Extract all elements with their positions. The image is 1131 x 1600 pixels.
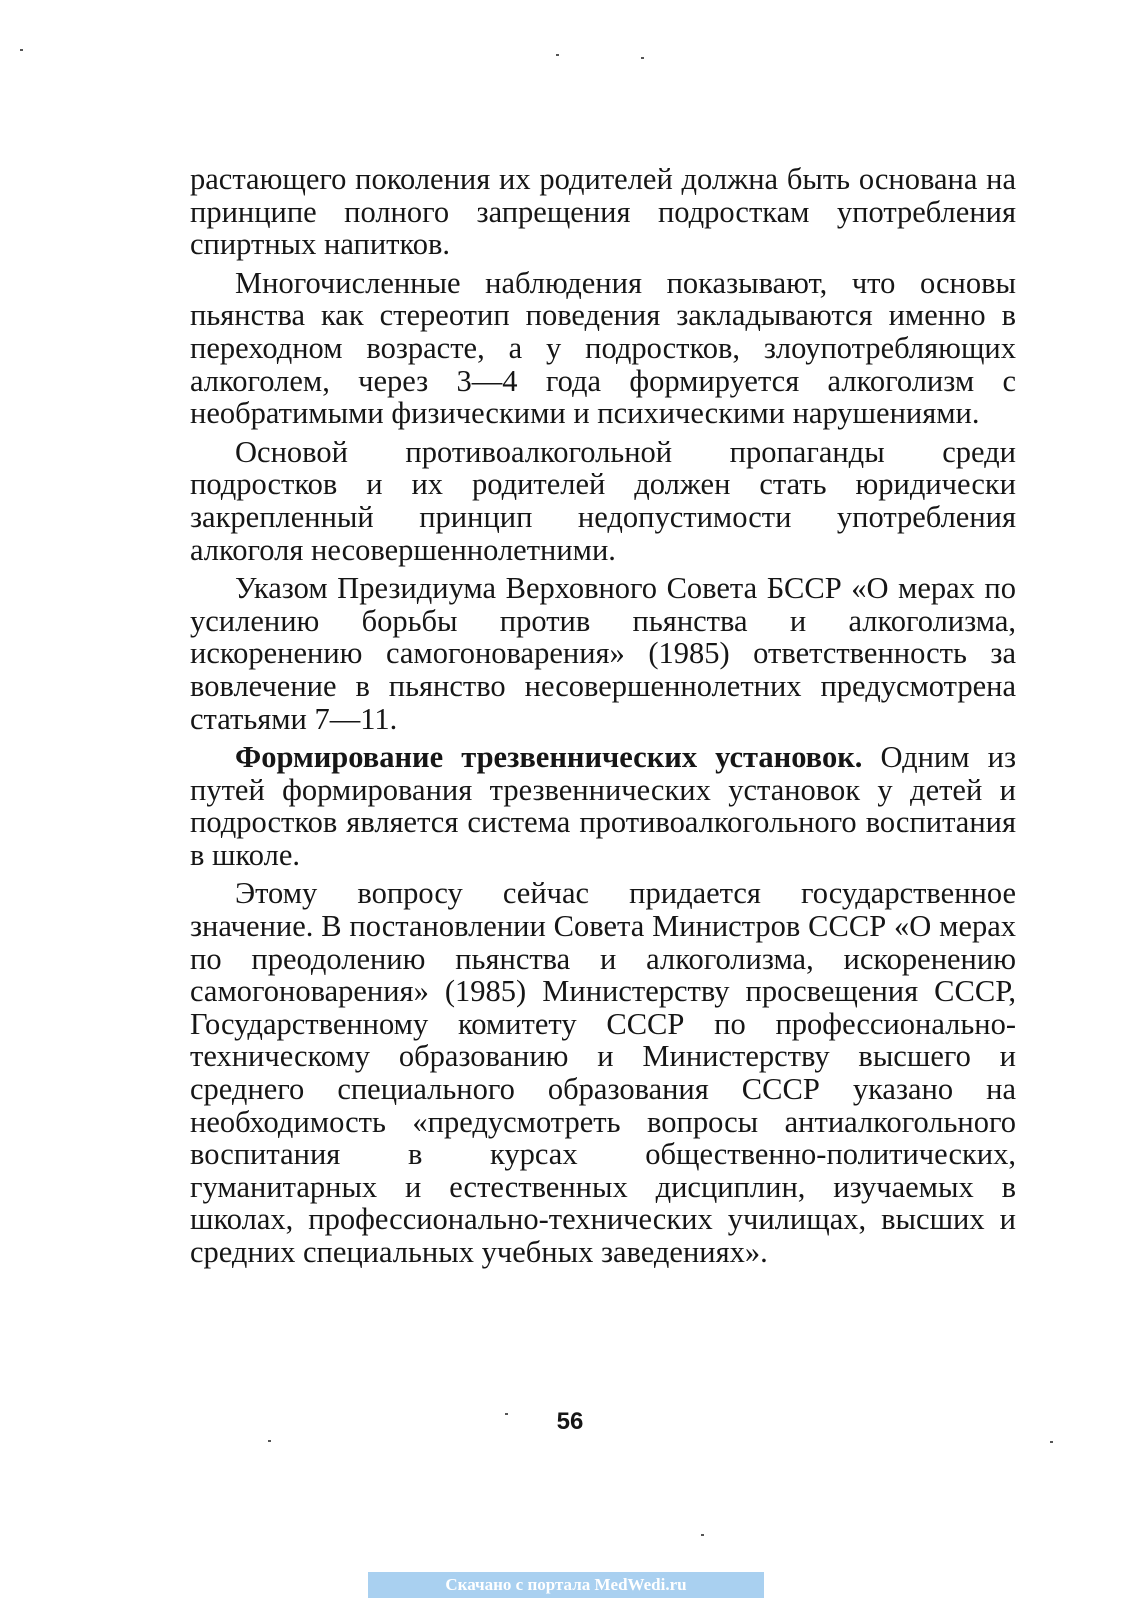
paragraph-text: Многочисленные наблюдения показывают, что основы пьянства как стереотип поведения закладываются именно в переходном возрасте, а у подростков, злоупотребляющих алкоголем, через 3—4 года формируется алкоголизм с необратимыми физическими и психическими нарушениями.: [190, 265, 1016, 431]
section-heading: Формирование трезвеннических установок.: [235, 740, 863, 775]
scan-speck: [1050, 1441, 1053, 1443]
paragraph: [190, 572, 1016, 735]
paragraph-text: Этому вопросу сейчас придается государственное значение. В постановлении Совета Министров СССР «О мерах по преодолению пьянства и алкоголизма, искоренению самогоноварения» (1985) Министерству просвещения СССР, Государственному комитету СССР по профессионально-техническому образованию и Министерству высшего и среднего специального образования СССР указано на необходимость «предусмотреть вопросы антиалкогольного воспитания в курсах общественно-политических, гуманитарных и естественных дисциплин, изучаемых в школах, профессионально-технических училищах, высших и средних специальных учебных заведениях».: [190, 876, 1016, 1269]
paragraph-text: растающего поколения их родителей должна быть основана на принципе полного запрещения подросткам употребления спиртных напитков.: [190, 162, 1016, 262]
scan-speck: [556, 54, 559, 56]
scan-speck: [20, 49, 23, 51]
scan-speck: [505, 1413, 508, 1415]
scan-speck: [641, 57, 644, 59]
paragraph: [190, 436, 1016, 566]
watermark-banner: Скачано с портала MedWedi.ru: [368, 1572, 764, 1598]
paragraph: [190, 163, 1016, 261]
paragraph-text: Основой противоалкогольной пропаганды среди подростков и их родителей должен стать юридически закрепленный принцип недопустимости употребления алкоголя несовершеннолетними.: [190, 434, 1016, 567]
paragraph: [190, 877, 1016, 1268]
paragraph: [190, 267, 1016, 430]
scan-speck: [268, 1440, 271, 1442]
paragraph-text: Указом Президиума Верховного Совета БССР «О мерах по усилению борьбы против пьянства и алкоголизма, искоренению самогоноварения» (1985) ответственность за вовлечение в пьянство несовершеннолетних предусмотрена статьями 7—11.: [190, 571, 1016, 736]
scan-speck: [701, 1534, 704, 1536]
paragraph: [190, 741, 1016, 871]
paragraph-text: Одним из путей формирования трезвеннических установок у детей и подростков является система противоалкогольного воспитания в школе.: [190, 740, 1016, 872]
page-number: 56: [556, 1408, 584, 1435]
page-body: [190, 163, 1016, 1275]
